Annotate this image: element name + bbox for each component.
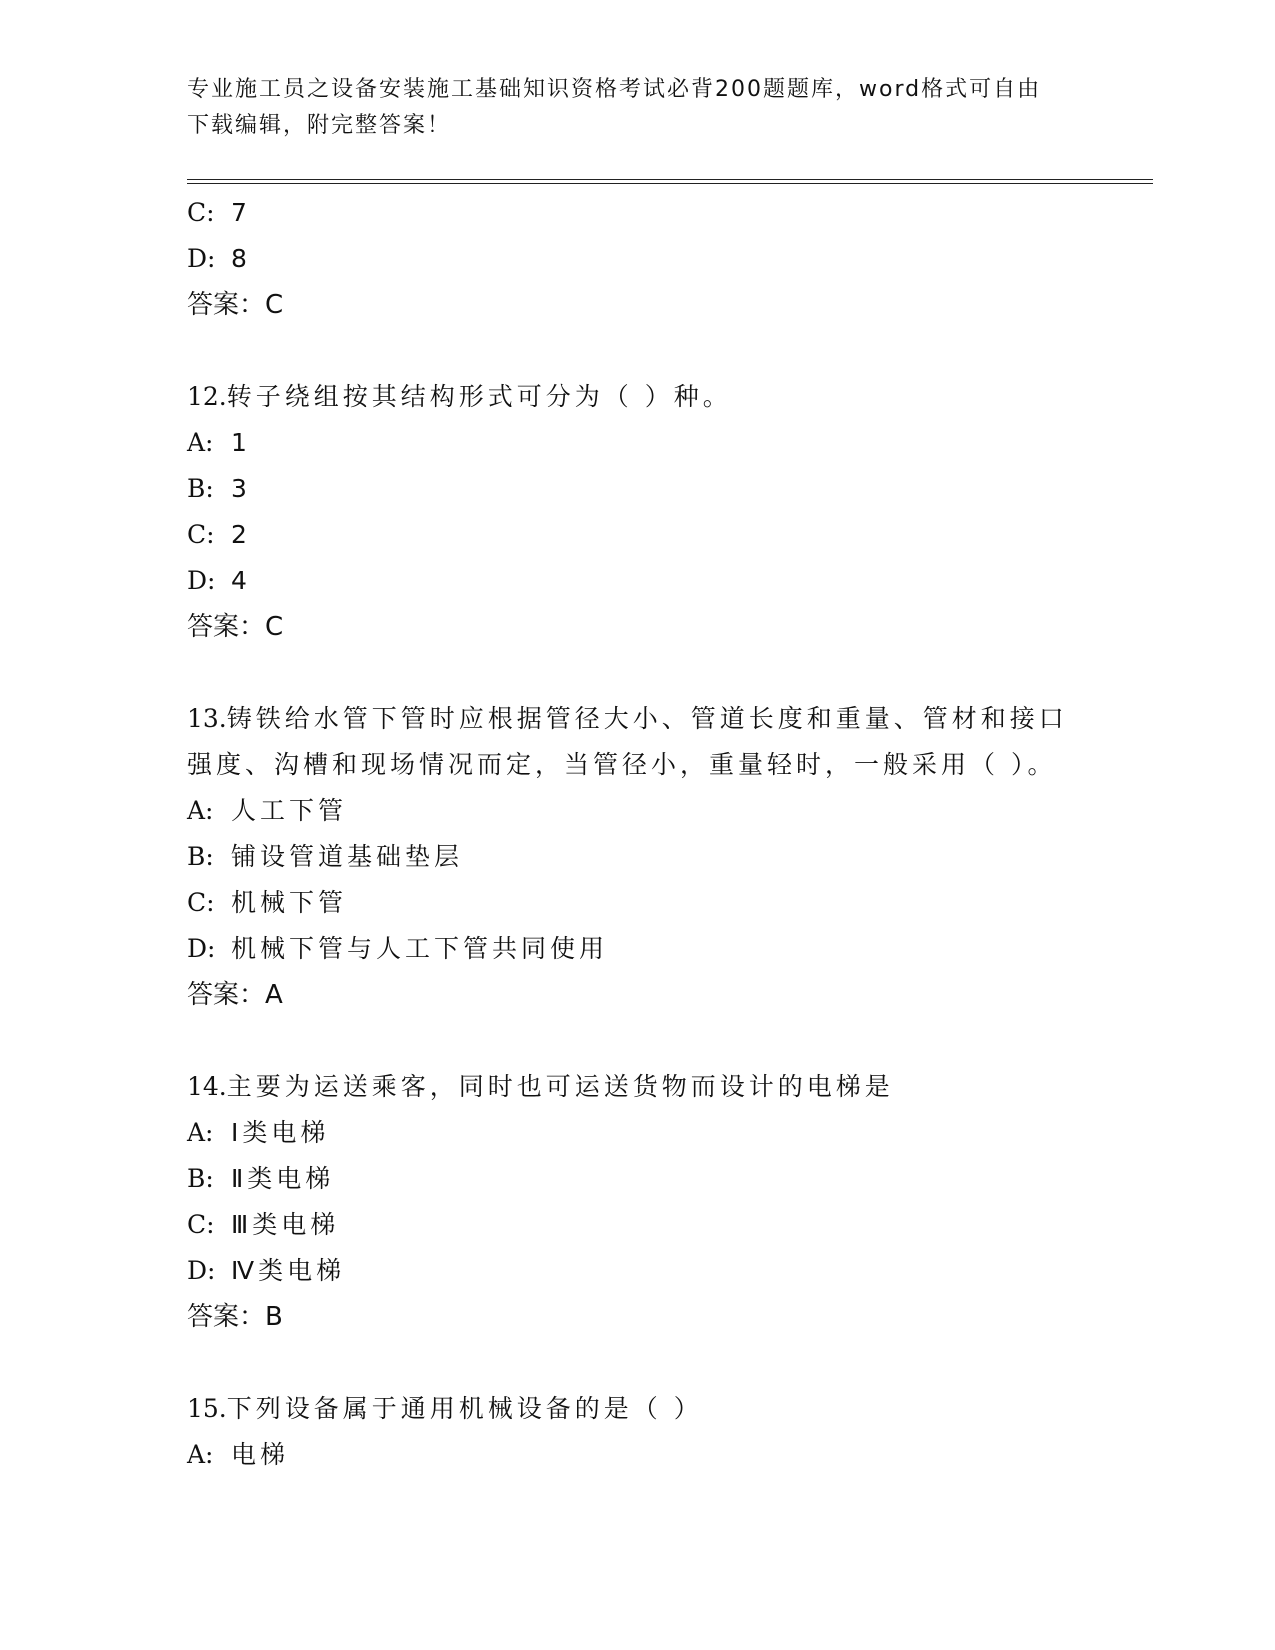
option-d: D: Ⅳ类电梯 [187,1256,346,1285]
question-number: 13. [187,704,227,733]
question-stem: 12.转子绕组按其结构形式可分为（ ）种。 [187,382,732,411]
answer-line: 答案：C [187,612,285,642]
option-a: A: 1 [187,428,251,457]
question-number: 15. [187,1394,227,1423]
spacer [187,650,1107,696]
question-stem: 13.铸铁给水管下管时应根据管径大小、管道长度和重量、管材和接口 [187,704,1068,733]
document-header [187,72,1087,144]
option-c: C: Ⅲ类电梯 [187,1210,340,1239]
answer-value: B [265,1302,284,1332]
answer-value: C [265,612,285,642]
option-a: A: 电梯 [187,1440,290,1469]
option-b: B: 铺设管道基础垫层 [187,842,464,871]
question-list [187,190,1107,1478]
option-c: C: 2 [187,520,251,549]
spacer [187,1340,1107,1386]
question-14 [187,1064,1107,1340]
question-15 [187,1386,1107,1478]
option-a: A: 人工下管 [187,796,348,825]
question-number: 14. [187,1072,227,1101]
header-divider [187,179,1153,180]
answer-value: A [265,980,284,1010]
option-a: A: Ⅰ类电梯 [187,1118,330,1147]
header-line-2: 下载编辑，附完整答案！ [187,113,452,138]
option-b: B: Ⅱ类电梯 [187,1164,335,1193]
option-c: C: 7 [187,198,251,227]
spacer [187,328,1107,374]
option-d: D: 机械下管与人工下管共同使用 [187,934,609,963]
question-stem-continued: 强度、沟槽和现场情况而定，当管径小，重量轻时，一般采用（ ）。 [187,750,1057,779]
question-number: 12. [187,382,227,411]
question-stem: 15.下列设备属于通用机械设备的是（ ） [187,1394,703,1423]
spacer [187,1018,1107,1064]
option-d: D: 8 [187,244,251,273]
option-b: B: 3 [187,474,251,503]
answer-line: 答案：B [187,1302,284,1332]
header-line-1: 专业施工员之设备安装施工基础知识资格考试必背200题题库，word格式可自由 [187,77,1042,102]
option-c: C: 机械下管 [187,888,348,917]
option-d: D: 4 [187,566,251,595]
question-stem: 14.主要为运送乘客，同时也可运送货物而设计的电梯是 [187,1072,894,1101]
answer-line: 答案：A [187,980,284,1010]
question-13 [187,696,1107,1018]
header-divider-thick [187,183,1153,184]
answer-value: C [265,290,285,320]
question-12 [187,374,1107,650]
answer-line: 答案：C [187,290,285,320]
question-11-tail [187,190,1107,328]
